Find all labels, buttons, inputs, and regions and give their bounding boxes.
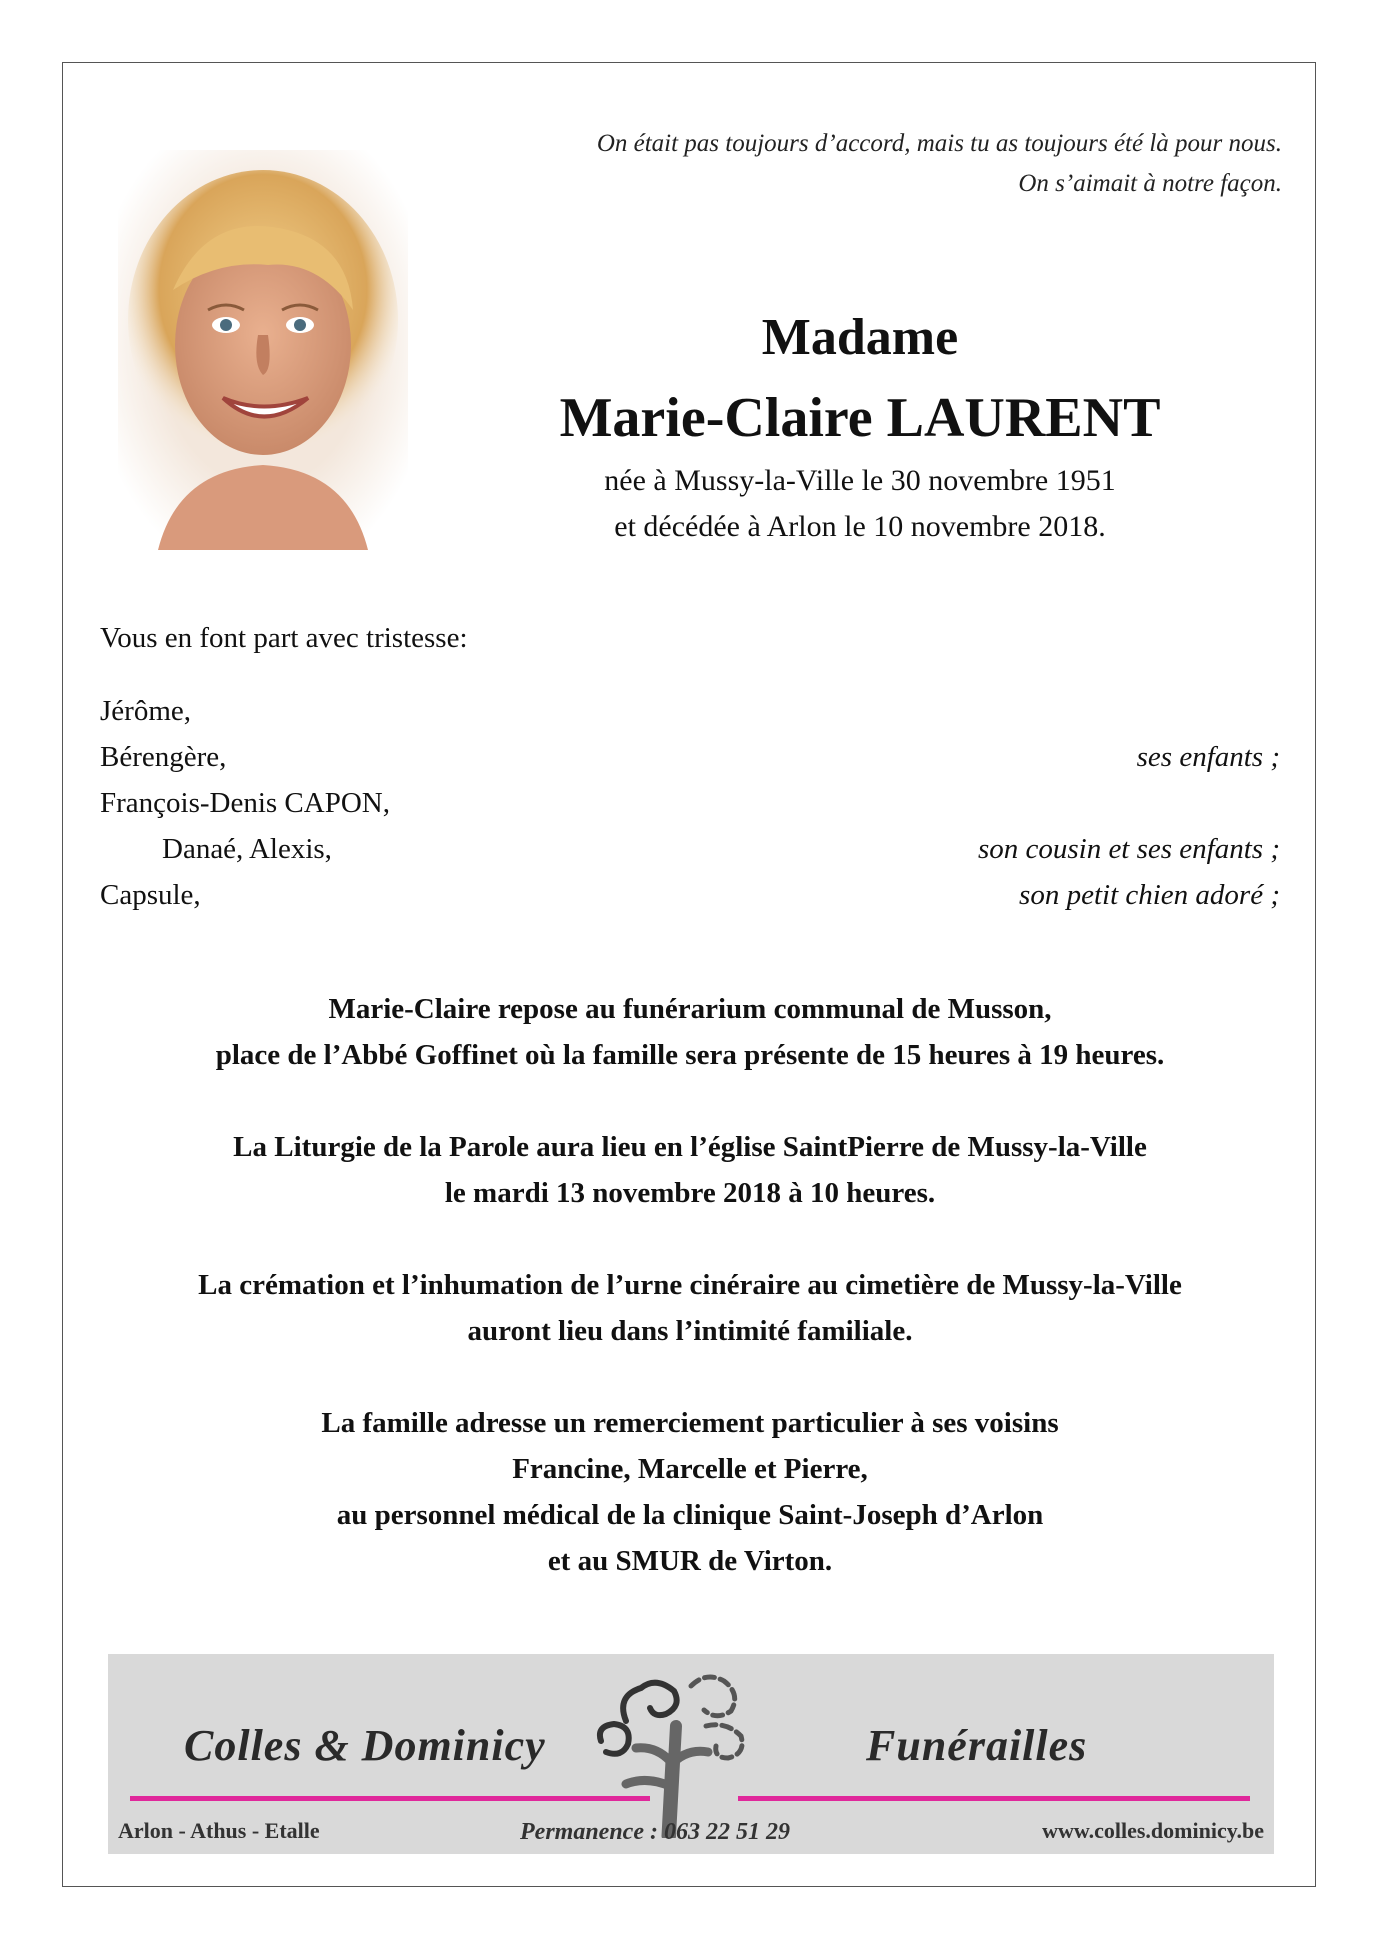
deceased-dates xyxy=(500,458,1220,550)
birth-line: née à Mussy-la-Ville le 30 novembre 1951 xyxy=(604,464,1116,497)
portrait-photo xyxy=(118,150,408,550)
family-member-name: Danaé, Alexis, xyxy=(162,833,332,865)
family-member-name: Jérôme, xyxy=(100,695,191,727)
family-row xyxy=(100,780,1280,826)
family-member-name: François-Denis CAPON, xyxy=(100,787,390,819)
deceased-honorific: Madame xyxy=(761,309,959,366)
death-line: et décédée à Arlon le 10 novembre 2018. xyxy=(614,510,1106,543)
family-member-name: Bérengère, xyxy=(100,741,227,773)
funeral-home-service: Funérailles xyxy=(866,1721,1088,1770)
funeral-home-locations: Arlon - Athus - Etalle xyxy=(118,1818,320,1843)
quote-line-1: On était pas toujours d’accord, mais tu as toujours été là pour nous. xyxy=(596,130,1282,157)
family-row xyxy=(100,826,1280,872)
tree-logo-icon xyxy=(596,1666,752,1838)
info-line: La crémation et l’inhumation de l’urne cinéraire au cimetière de Mussy-la-Ville xyxy=(198,1269,1182,1301)
info-line: le mardi 13 novembre 2018 à 10 heures. xyxy=(444,1177,936,1209)
family-member-name: Capsule, xyxy=(100,879,201,911)
accent-line-right xyxy=(738,1796,1250,1801)
epigraph-quote xyxy=(597,124,1282,204)
info-line: au personnel médical de la clinique Saint-Joseph d’Arlon xyxy=(336,1499,1044,1531)
info-paragraph-liturgy xyxy=(90,1124,1290,1216)
info-line: La famille adresse un remerciement particulier à ses voisins xyxy=(321,1407,1059,1439)
family-relation: son cousin et ses enfants ; xyxy=(977,833,1280,865)
family-row xyxy=(100,688,1280,734)
family-row xyxy=(100,872,1280,918)
info-paragraph-thanks xyxy=(90,1400,1290,1584)
family-relation: ses enfants ; xyxy=(1136,741,1280,773)
accent-line-left xyxy=(130,1796,650,1801)
quote-line-2: On s’aimait à notre façon. xyxy=(1018,170,1282,197)
family-relation: son petit chien adoré ; xyxy=(1019,879,1280,911)
info-paragraph-viewing xyxy=(90,986,1290,1078)
info-line: place de l’Abbé Goffinet où la famille sera présente de 15 heures à 19 heures. xyxy=(215,1039,1165,1071)
info-line: Francine, Marcelle et Pierre, xyxy=(512,1453,868,1485)
info-line: auront lieu dans l’intimité familiale. xyxy=(467,1315,913,1347)
funeral-home-banner xyxy=(108,1654,1274,1854)
funeral-home-website: www.colles.dominicy.be xyxy=(1042,1818,1264,1843)
deceased-name: Marie-Claire LAURENT xyxy=(559,387,1161,449)
info-line: et au SMUR de Virton. xyxy=(547,1545,833,1577)
announcement-intro: Vous en font part avec tristesse: xyxy=(100,622,468,654)
funeral-home-phone: Permanence : 063 22 51 29 xyxy=(520,1819,790,1845)
funeral-home-name: Colles & Dominicy xyxy=(184,1721,546,1770)
family-row xyxy=(100,734,1280,780)
info-paragraph-cremation xyxy=(90,1262,1290,1354)
info-line: La Liturgie de la Parole aura lieu en l’église SaintPierre de Mussy-la-Ville xyxy=(233,1131,1147,1163)
info-line: Marie-Claire repose au funérarium communal de Musson, xyxy=(328,993,1052,1025)
